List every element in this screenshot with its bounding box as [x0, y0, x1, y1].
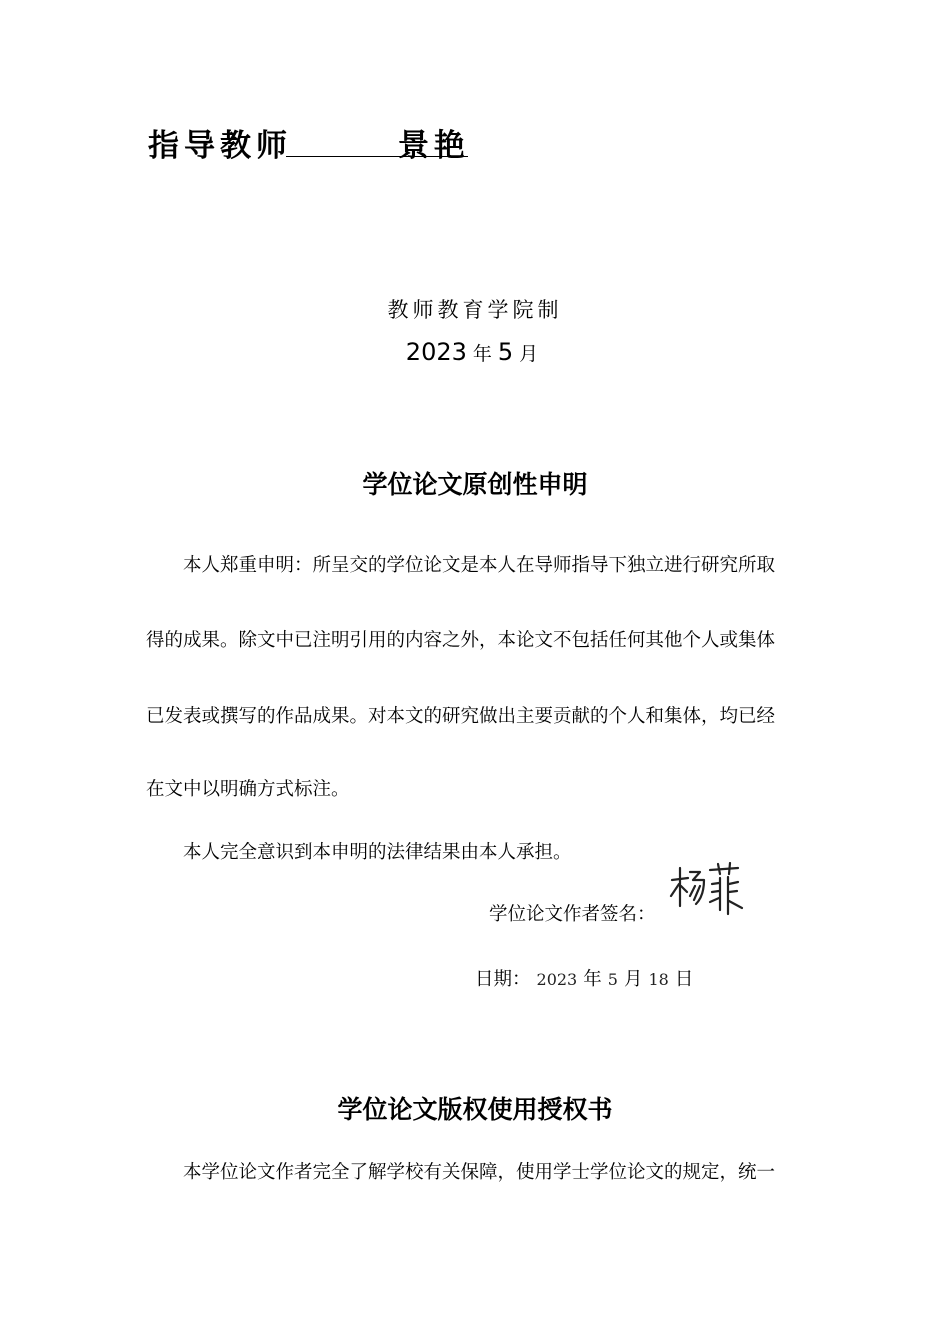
- cover-date: [0, 338, 950, 366]
- advisor-name: 景艳: [398, 128, 470, 164]
- declaration-line-2: 得的成果。除文中已注明引用的内容之外，本论文不包括任何其他个人或集体: [146, 630, 776, 651]
- authorization-line-1: 本学位论文作者完全了解学校有关保障，使用学士学位论文的规定，统一: [183, 1162, 776, 1183]
- date-year: 2023: [536, 970, 578, 989]
- cover-date-month-unit: 月: [519, 343, 539, 365]
- declaration-line-4: 在文中以明确方式标注。: [146, 779, 350, 800]
- date-day-unit: 日: [674, 969, 694, 990]
- signature-label: 学位论文作者签名：: [489, 904, 656, 925]
- cover-date-year-unit: 年: [472, 343, 492, 365]
- declaration-date: [475, 965, 693, 991]
- date-year-unit: 年: [583, 969, 602, 990]
- declaration-line-1: 本人郑重申明：所呈交的学位论文是本人在导师指导下独立进行研究所取: [183, 555, 776, 576]
- declaration-line-3: 已发表或撰写的作品成果。对本文的研究做出主要贡献的个人和集体，均已经: [146, 706, 776, 727]
- college-name: 教师教育学院制: [387, 298, 563, 322]
- date-month-unit: 月: [623, 969, 643, 990]
- declaration-paragraph-2: 本人完全意识到本申明的法律结果由本人承担。: [183, 842, 572, 863]
- date-label: 日期：: [475, 969, 531, 990]
- date-month: 5: [607, 970, 618, 989]
- cover-date-year: 2023: [405, 338, 467, 366]
- advisor-label: 指导教师: [148, 128, 292, 164]
- authorization-title: 学位论文版权使用授权书: [337, 1095, 613, 1124]
- handwritten-signature: [668, 862, 748, 922]
- cover-date-month: 5: [497, 338, 514, 366]
- declaration-title: 学位论文原创性申明: [362, 470, 588, 499]
- date-day: 18: [648, 970, 669, 989]
